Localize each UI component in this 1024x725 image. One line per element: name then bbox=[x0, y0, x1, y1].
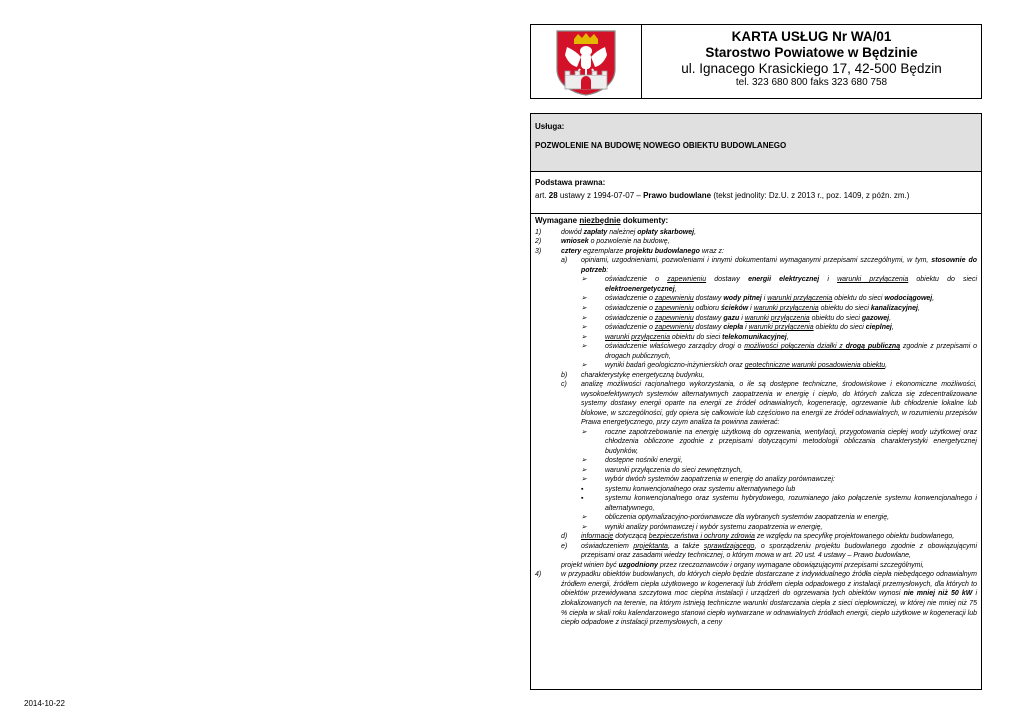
t: projektanta bbox=[633, 542, 668, 550]
sub-letter: d) bbox=[561, 533, 568, 541]
item-text bbox=[561, 247, 977, 257]
t: obiektu do sieci bbox=[832, 295, 885, 303]
t: wody pitnej bbox=[723, 295, 762, 303]
arrow-bullet-icon: ➢ bbox=[581, 523, 587, 531]
t: dostawy bbox=[693, 295, 724, 303]
t: zapewnieniu bbox=[654, 314, 694, 322]
item-text bbox=[561, 237, 977, 247]
t: informację bbox=[581, 533, 614, 541]
bullet-text: obliczenia optymalizacyjno-porównawcze dla wybranych systemów zaopatrzenia w energię, bbox=[605, 514, 890, 522]
t: opłaty skarbowej bbox=[637, 228, 695, 236]
arrow-bullet-icon: ➢ bbox=[581, 476, 587, 484]
t: projektu budowlanego bbox=[625, 247, 700, 255]
required-documents-section bbox=[531, 214, 981, 628]
arrow-bullet-icon: ➢ bbox=[581, 324, 587, 332]
t: geotechniczne warunki posadowienia obiektu bbox=[744, 362, 886, 370]
document-date: 2014-10-22 bbox=[24, 699, 65, 708]
t: oświadczenie właściwego zarządcy drogi o bbox=[605, 343, 745, 351]
square-bullet-icon: ▪ bbox=[581, 485, 584, 493]
service-label: Usługa: bbox=[535, 122, 565, 131]
t: obiektu do sieci bbox=[809, 314, 862, 322]
t: oświadczenie o bbox=[605, 305, 655, 312]
sub-text: charakterystykę energetyczną budynku, bbox=[581, 371, 705, 379]
bullet-item bbox=[535, 485, 977, 495]
t: warunki przyłączenia bbox=[744, 314, 810, 322]
office-contact: tel. 323 680 800 faks 323 680 758 bbox=[735, 76, 888, 88]
t: warunki przyłączenia bbox=[837, 276, 909, 284]
t: ze względu na specyfikę projektowanego obiektu budowlanego, bbox=[754, 533, 955, 541]
t: należnej bbox=[607, 228, 638, 236]
legal-basis-text bbox=[535, 191, 909, 200]
legal-basis-section bbox=[531, 172, 981, 214]
office-address: ul. Ignacego Krasickiego 17, 42-500 Będzin bbox=[681, 60, 942, 76]
note-text bbox=[561, 561, 977, 571]
legal-pre: art. bbox=[535, 191, 549, 200]
t: oświadczenie o bbox=[605, 295, 655, 303]
t: wraz z: bbox=[699, 247, 724, 255]
legal-mid: ustawy z 1994-07-07 – bbox=[557, 191, 644, 200]
bullet-item bbox=[535, 323, 977, 333]
t: i bbox=[743, 324, 749, 332]
bullet-text bbox=[605, 333, 977, 343]
t: , a także bbox=[667, 542, 704, 550]
t: , bbox=[694, 228, 697, 236]
bullet-item bbox=[535, 275, 977, 294]
bullet-item bbox=[535, 523, 977, 533]
item-number: 2) bbox=[535, 238, 542, 246]
bullet-text bbox=[605, 314, 977, 324]
legal-act: Prawo budowlane bbox=[643, 191, 712, 200]
t: elektroenergetycznej bbox=[605, 285, 675, 293]
bullet-text bbox=[605, 304, 977, 314]
t: , bbox=[932, 295, 935, 303]
t: w przypadku obiektów budowlanych, do których ciepło będzie dostarczane z indywidualnego źródła ciepła niebędącego odnawialnym źródłem energii, źródłem ciepła użytkowego w kogeneracji lub źródłem ciepła odpadowego z instalacji przemysłowych, dla których to obiektów przewidywana szczytowa moc cieplna instalacji i urządzeń do ogrzewania tych obiektów wynosi bbox=[561, 571, 977, 598]
t: telekomunikacyjnej bbox=[722, 333, 787, 341]
bullet-text: systemu konwencjonalnego oraz systemu hybrydowego, rozumianego jako połączenie systemu konwencjonalnego i alternatywnego, bbox=[605, 495, 977, 512]
sub-letter: a) bbox=[561, 257, 568, 265]
t: , bbox=[786, 333, 789, 341]
service-name: POZWOLENIE NA BUDOWĘ NOWEGO OBIEKTU BUDOWLANEGO bbox=[535, 141, 787, 150]
t: nie mniej niż 50 kW bbox=[903, 590, 973, 598]
arrow-bullet-icon: ➢ bbox=[581, 295, 587, 303]
t: obiektu do sieci bbox=[818, 305, 871, 312]
sub-item bbox=[535, 371, 977, 381]
arrow-bullet-icon: ➢ bbox=[581, 276, 587, 284]
sub-letter: b) bbox=[561, 371, 568, 379]
bullet-text bbox=[605, 342, 977, 361]
t: egzemplarze bbox=[581, 247, 626, 255]
arrow-bullet-icon: ➢ bbox=[581, 305, 587, 312]
sub-letter: c) bbox=[561, 381, 567, 389]
t: warunki przyłączenia bbox=[753, 305, 819, 312]
t: drogą publiczną bbox=[845, 343, 901, 351]
t: dowód bbox=[561, 228, 584, 236]
t: dostawy bbox=[693, 324, 724, 332]
legal-article: 28 bbox=[548, 191, 558, 200]
t: przez rzeczoznawców i organy wymagane obowiązującymi przepisami szczególnymi, bbox=[657, 561, 924, 569]
legal-post: (tekst jednolity: Dz.U. z 2013 r., poz. 1409, z późn. zm.) bbox=[711, 191, 910, 200]
bullet-item bbox=[535, 304, 977, 314]
arrow-bullet-icon: ➢ bbox=[581, 314, 587, 322]
t: wodociągowej bbox=[884, 295, 933, 303]
sub-text: analizę możliwości racjonalnego wykorzystania, o ile są dostępne techniczne, środowiskowe i ekonomiczne możliwości, wysokoefektywnych systemów alternatywnych zaopatrzenia w energię i ciepło, do których zalicza się zdecentralizowane systemy dostawy energii oparte na energii ze źródeł odnawialnych, kogenerację, ogrzewanie lub chłodzenie lokalne lub blokowe, w szczególności, gdy opiera się całkowicie lub częściowo na energii ze źródeł odnawialnych, w rozumieniu przepisów Prawa energetycznego, przy czym analiza ta powinna zawierać: bbox=[581, 381, 977, 427]
t: , bbox=[885, 362, 888, 370]
card-title: KARTA USŁUG Nr WA/01 bbox=[731, 29, 892, 44]
sub-text bbox=[581, 256, 977, 275]
t: o pozwolenie na budowę, bbox=[588, 238, 670, 246]
bullet-item bbox=[535, 294, 977, 304]
square-bullet-icon: ▪ bbox=[581, 495, 584, 503]
t: gazowej bbox=[861, 314, 890, 322]
t: dostawy bbox=[706, 276, 749, 284]
required-documents-heading bbox=[535, 216, 977, 227]
t: oświadczeniem bbox=[581, 542, 634, 550]
item-number: 4) bbox=[535, 571, 542, 579]
t: oświadczenie o bbox=[605, 276, 668, 284]
t: : bbox=[606, 266, 609, 274]
list-item bbox=[535, 228, 977, 238]
item-text bbox=[561, 228, 977, 238]
arrow-bullet-icon: ➢ bbox=[581, 343, 587, 351]
t: projekt winien być bbox=[561, 561, 619, 569]
t: oświadczenie o bbox=[605, 324, 655, 332]
bullet-item bbox=[535, 428, 977, 457]
bullet-item bbox=[535, 333, 977, 343]
t: odbioru bbox=[693, 305, 721, 312]
t: warunki przyłączenia bbox=[605, 333, 670, 341]
t: gazu bbox=[723, 314, 740, 322]
arrow-bullet-icon: ➢ bbox=[581, 514, 587, 522]
t: obiektu do sieci bbox=[908, 276, 977, 284]
office-name: Starostwo Powiatowe w Będzinie bbox=[705, 44, 918, 60]
heading-post: dokumenty: bbox=[620, 216, 669, 225]
bullet-item bbox=[535, 314, 977, 324]
bullet-text bbox=[605, 294, 977, 304]
t: sprawdzającego bbox=[703, 542, 755, 550]
t: stosownie do potrzeb bbox=[581, 257, 977, 274]
note-line bbox=[535, 561, 977, 571]
t: cztery bbox=[561, 247, 582, 255]
service-card bbox=[530, 113, 982, 690]
t: warunki przyłączenia bbox=[748, 324, 814, 332]
bullet-item bbox=[535, 361, 977, 371]
heading-pre: Wymagane bbox=[535, 216, 580, 225]
bullet-text bbox=[605, 275, 977, 294]
bullet-item bbox=[535, 466, 977, 476]
bullet-text: wyniki analizy porównawczej i wybór systemu zaopatrzenia w energię, bbox=[605, 523, 823, 531]
sub-text bbox=[581, 532, 977, 542]
t: dotyczącą bbox=[613, 533, 649, 541]
bullet-item bbox=[535, 494, 977, 513]
sub-item bbox=[535, 532, 977, 542]
t: zgodnie z przepisami o drogach publicznych, bbox=[605, 343, 977, 360]
sub-item bbox=[535, 542, 977, 561]
bullet-text: warunki przyłączenia do sieci zewnętrznych, bbox=[605, 466, 743, 474]
t: , o sporządzeniu projektu budowlanego zgodnie z obowiązującymi przepisami oraz zasadami wiedzy technicznej, o którym mowa w art. 20 ust. 4 ustawy – Prawo budowlane, bbox=[581, 542, 978, 560]
item-number: 1) bbox=[535, 228, 542, 236]
heading-underlined: niezbędnie bbox=[579, 216, 621, 225]
sub-item bbox=[535, 256, 977, 275]
legal-basis-label: Podstawa prawna: bbox=[535, 178, 606, 187]
t: , bbox=[891, 324, 894, 332]
t: możliwości połączenia działki z bbox=[744, 343, 846, 351]
bullet-item bbox=[535, 342, 977, 361]
t: dostawy bbox=[693, 314, 724, 322]
list-item bbox=[535, 570, 977, 627]
t: energii elektrycznej bbox=[748, 276, 820, 284]
t: wniosek bbox=[561, 238, 589, 246]
t: wyniki badań geologiczno-inżynierskich oraz bbox=[605, 362, 745, 370]
item-text bbox=[561, 570, 977, 627]
t: zapewnieniu bbox=[654, 295, 694, 303]
arrow-bullet-icon: ➢ bbox=[581, 428, 587, 436]
sub-text bbox=[581, 542, 977, 561]
t: kanalizacyjnej bbox=[870, 305, 918, 312]
coat-of-arms-logo bbox=[531, 25, 642, 98]
t: ciepła bbox=[723, 324, 744, 332]
t: i bbox=[761, 295, 768, 303]
bullet-text: wybór dwóch systemów zaopatrzenia w energię do analizy porównawczej: bbox=[605, 476, 835, 484]
t: i bbox=[739, 314, 745, 322]
arrow-bullet-icon: ➢ bbox=[581, 466, 587, 474]
t: obiektu do sieci bbox=[813, 324, 866, 332]
t: , bbox=[674, 285, 677, 293]
arrow-bullet-icon: ➢ bbox=[581, 333, 587, 341]
t: zapewnieniu bbox=[654, 305, 694, 312]
list-item bbox=[535, 247, 977, 257]
t: oświadczenie o bbox=[605, 314, 655, 322]
t: zapewnieniu bbox=[654, 324, 694, 332]
bullet-text bbox=[605, 361, 977, 371]
t: , bbox=[917, 305, 920, 312]
bullet-text: roczne zapotrzebowanie na energię użytkową do ogrzewania, wentylacji, przygotowania ciepłej wody użytkowej oraz chłodzenia obliczone zgodnie z przepisami dotyczącymi metodologii obliczania charakterystyki energetycznej budynków, bbox=[605, 428, 977, 455]
t: bezpieczeństwa i ochrony zdrowia bbox=[648, 533, 755, 541]
bullet-item bbox=[535, 456, 977, 466]
t: obiektu do sieci bbox=[669, 333, 723, 341]
header-box bbox=[530, 24, 982, 99]
t: , bbox=[889, 314, 892, 322]
bullet-item bbox=[535, 513, 977, 523]
bullet-text bbox=[605, 323, 977, 333]
bullet-text: systemu konwencjonalnego oraz systemu alternatywnego lub bbox=[605, 485, 796, 493]
t: zapłaty bbox=[583, 228, 608, 236]
office-title bbox=[642, 25, 981, 98]
bullet-text: dostępne nośniki energii, bbox=[605, 457, 683, 465]
sub-item bbox=[535, 380, 977, 428]
t: cieplnej bbox=[865, 324, 892, 332]
arrow-bullet-icon: ➢ bbox=[581, 457, 587, 465]
bullet-item bbox=[535, 475, 977, 485]
t: ścieków bbox=[720, 305, 749, 312]
t: warunki przyłączenia bbox=[767, 295, 833, 303]
item-number: 3) bbox=[535, 247, 542, 255]
service-section bbox=[531, 114, 981, 172]
sub-letter: e) bbox=[561, 542, 568, 550]
t: opiniami, uzgodnieniami, pozwoleniami i innymi dokumentami wymaganymi przepisami szczególnymi, w tym, bbox=[581, 257, 932, 265]
t: i bbox=[819, 276, 838, 284]
list-item bbox=[535, 237, 977, 247]
t: uzgodniony bbox=[618, 561, 658, 569]
arrow-bullet-icon: ➢ bbox=[581, 362, 587, 370]
t: i bbox=[748, 305, 754, 312]
t: zapewnieniu bbox=[667, 276, 707, 284]
t: i zlokalizowanych na terenie, na którym istnieją techniczne warunki dostarczania ciepła z sieci ciepłowniczej, w której nie mniej niż 75 % ciepła w skali roku kalendarzowego stanowi ciepło wytwarzane w odnawialnych źródłach energii, ciepło użytkowe w kogeneracji lub ciepło odpadowe z instalacji przemysłowych, a ceny bbox=[561, 590, 978, 627]
